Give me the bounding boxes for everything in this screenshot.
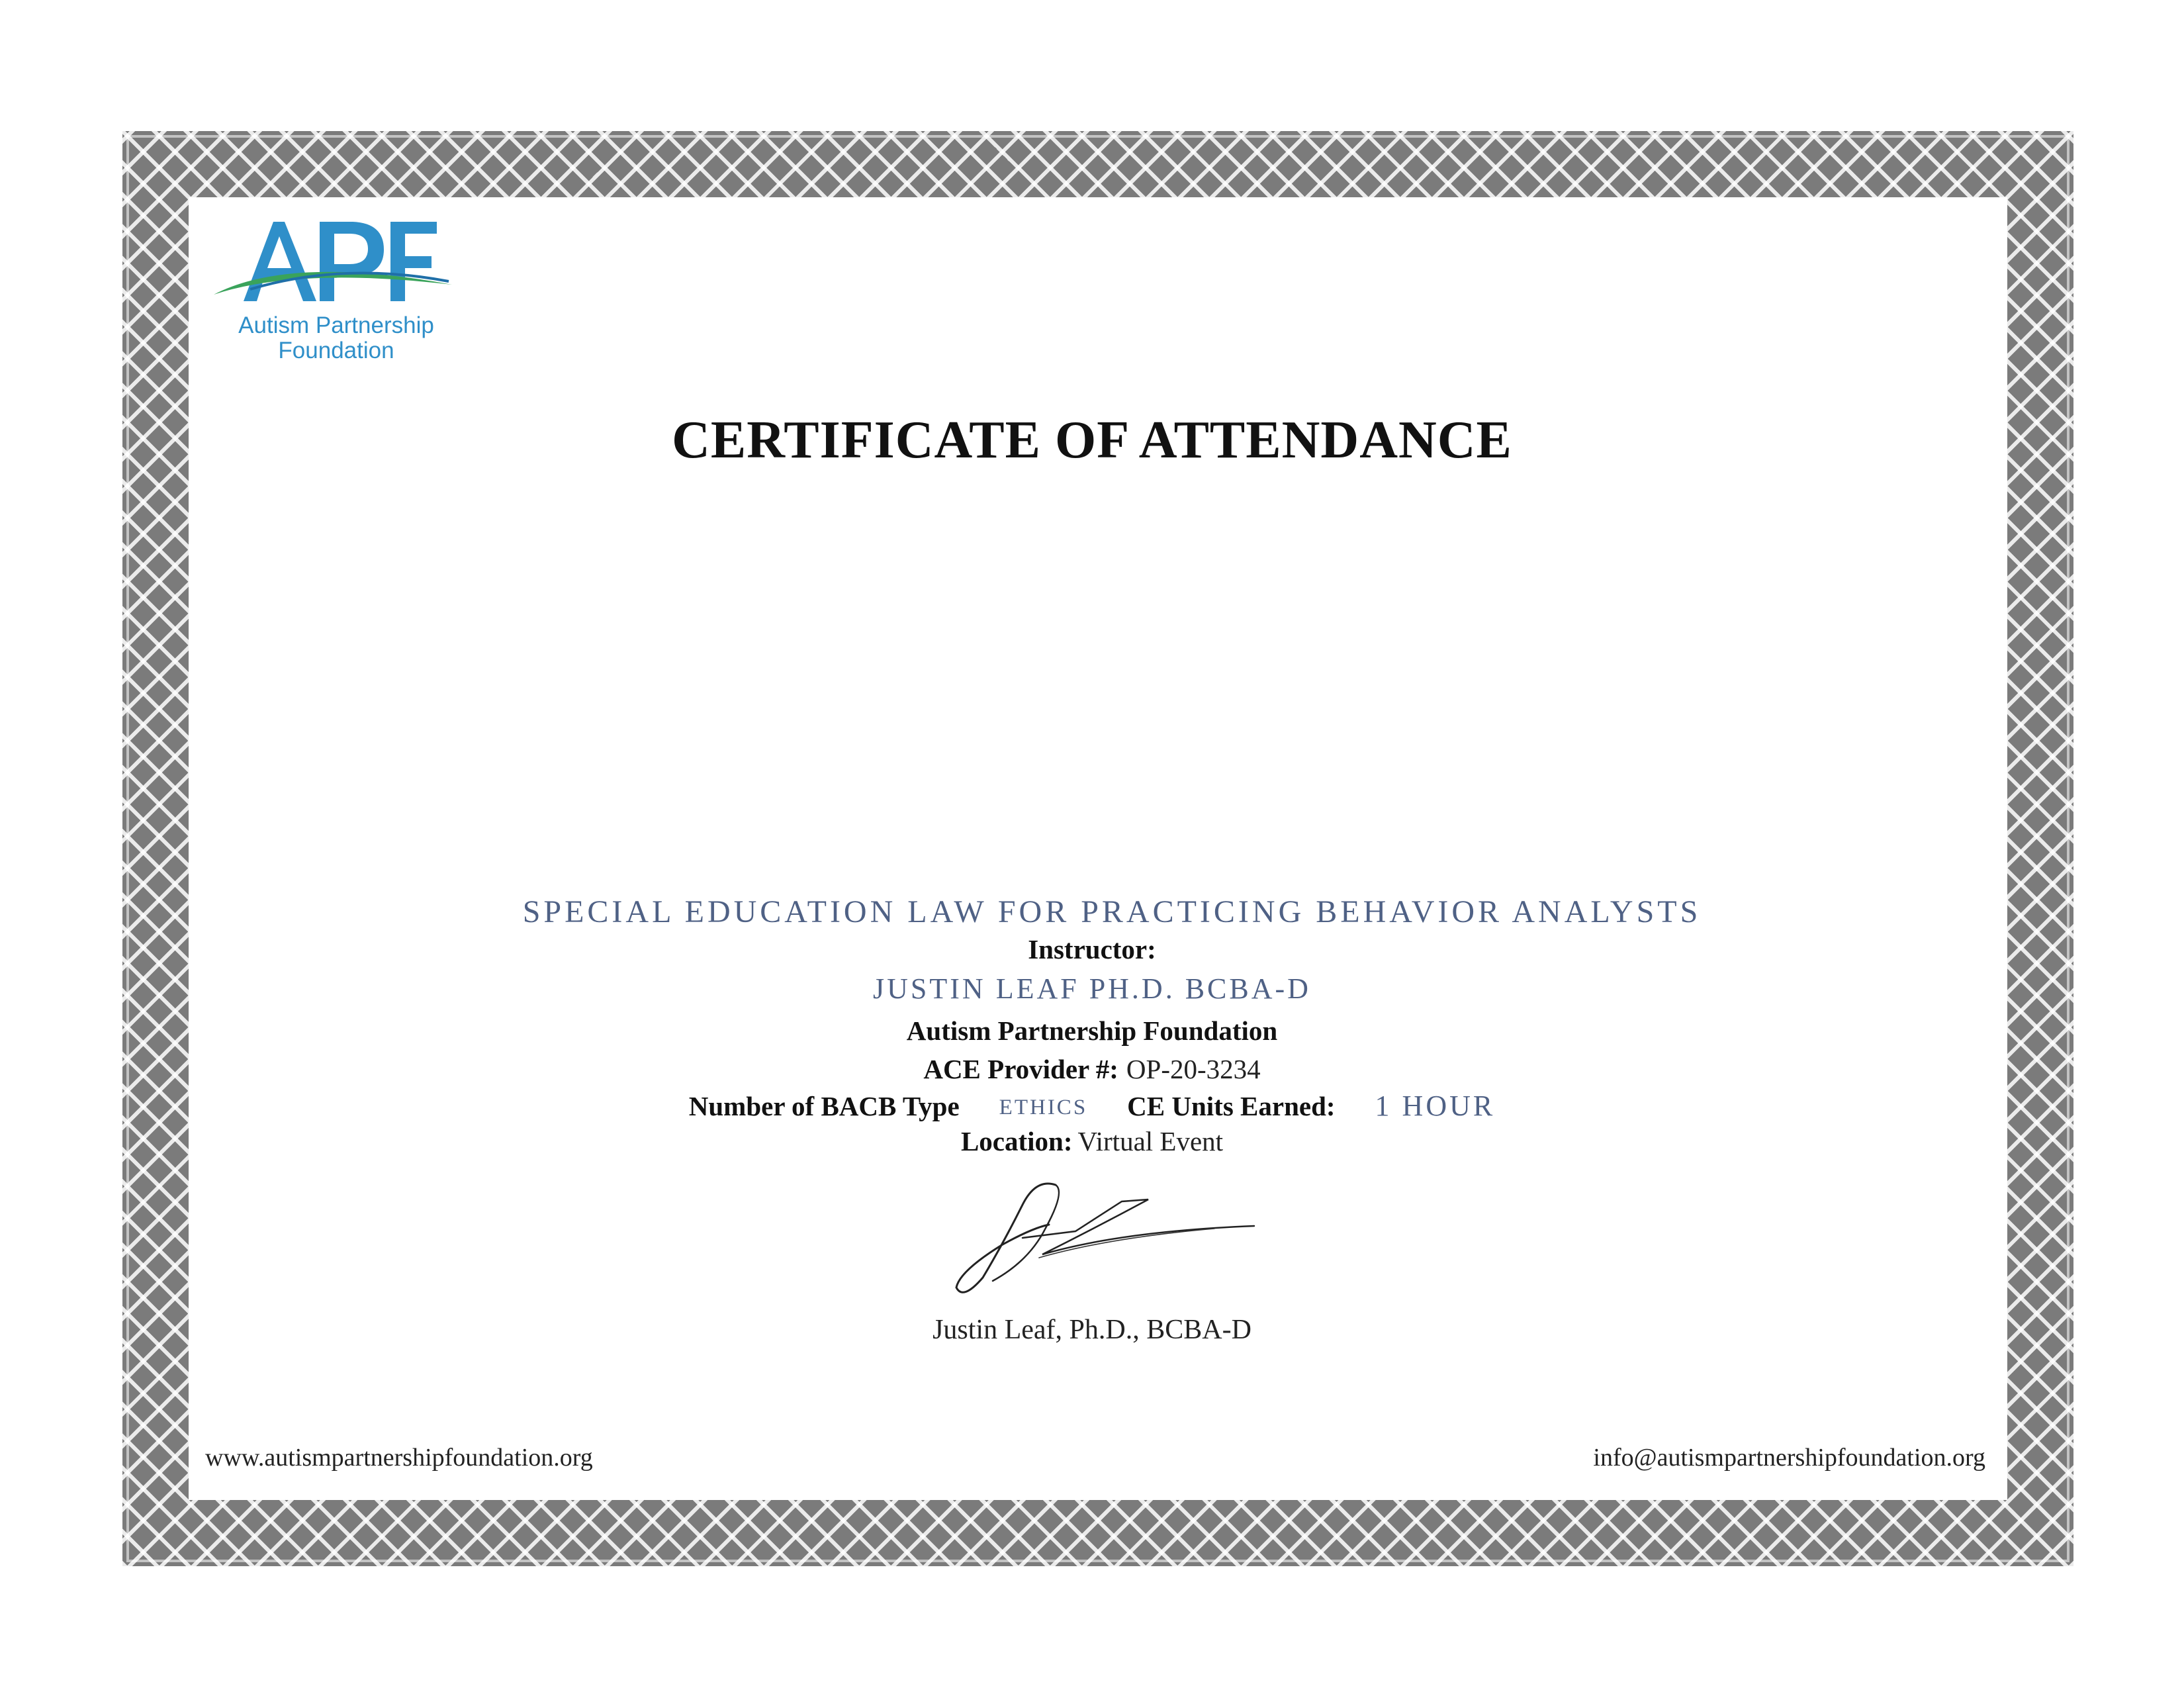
ce-units-label: CE Units Earned: [1127,1091,1336,1121]
bacb-type-label: Number of BACB Type [688,1091,960,1121]
certificate-title: CERTIFICATE OF ATTENDANCE [672,411,1512,469]
location-line [0,1125,2184,1157]
ace-provider-line [0,1053,2184,1085]
signature-image [923,1165,1267,1311]
footer-email: info@autismpartnershipfoundation.org [1593,1444,1985,1472]
logo-text-line1: Autism Partnership [238,312,434,338]
logo-text-line2: Foundation [278,338,394,363]
footer-website: www.autismpartnershipfoundation.org [205,1444,593,1472]
bacb-line [0,1089,2184,1123]
apf-logo-mark [210,215,462,314]
location-label: Location: [960,1126,1073,1156]
ce-units-value: 1 HOUR [1375,1090,1496,1122]
location-value: Virtual Event [1077,1126,1224,1156]
course-title: SPECIAL EDUCATION LAW FOR PRACTICING BEHAVIOR ANALYSTS [522,894,1702,929]
ace-provider-label: ACE Provider #: [923,1054,1118,1084]
organization-name: Autism Partnership Foundation [906,1015,1278,1046]
apf-logo [210,215,462,367]
ace-provider-value: OP-20-3234 [1126,1054,1261,1084]
instructor-name: JUSTIN LEAF PH.D. BCBA-D [873,972,1311,1005]
bacb-type-value: ETHICS [999,1096,1088,1119]
signatory-name: Justin Leaf, Ph.D., BCBA-D [933,1315,1251,1345]
instructor-label: Instructor: [1028,934,1156,964]
